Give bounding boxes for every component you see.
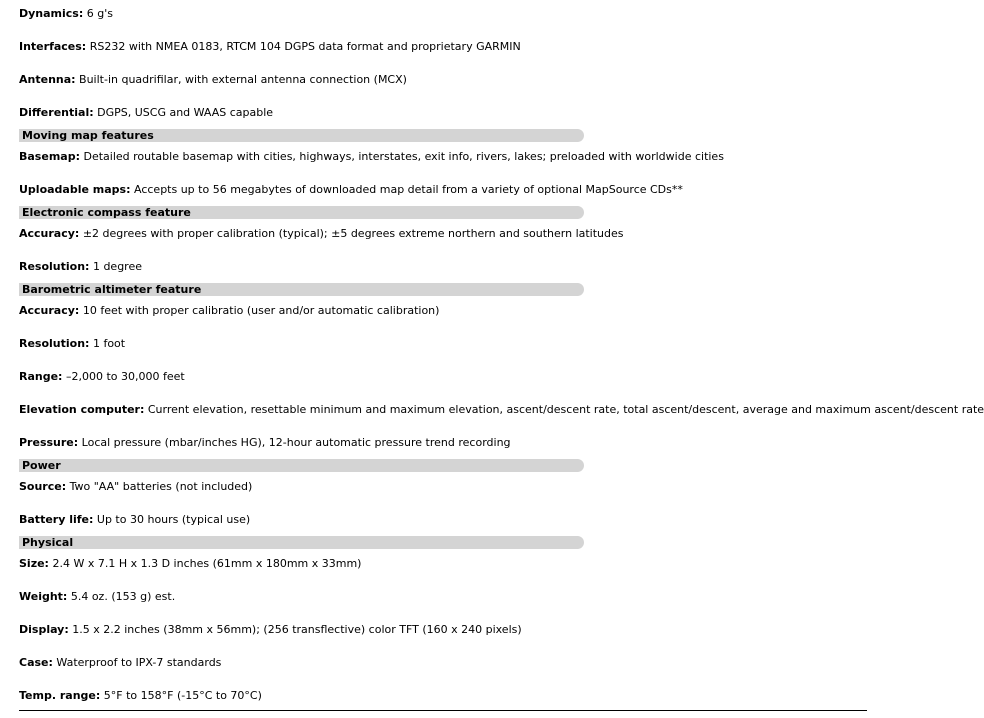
spec-label: Interfaces: [19,40,87,53]
spec-row-pressure [19,436,511,450]
spec-label: Elevation computer: [19,403,145,416]
spec-row-differential [19,106,273,120]
section-header-physical: Physical [19,536,584,549]
spec-label: Source: [19,480,67,493]
spec-row-display [19,623,522,637]
spec-row-interfaces [19,40,521,54]
spec-row-temp-range [19,689,262,703]
spec-value: 1 foot [89,337,126,350]
spec-label: Display: [19,623,69,636]
spec-label: Pressure: [19,436,79,449]
spec-row-basemap [19,150,724,164]
spec-value: 1.5 x 2.2 inches (38mm x 56mm); (256 transflective) color TFT (160 x 240 pixels) [68,623,522,636]
spec-value: RS232 with NMEA 0183, RTCM 104 DGPS data format and proprietary GARMIN [86,40,521,53]
spec-value: ±2 degrees with proper calibration (typical); ±5 degrees extreme northern and southern latitudes [79,227,624,240]
spec-row-source [19,480,252,494]
spec-value: Up to 30 hours (typical use) [93,513,251,526]
spec-label: Dynamics: [19,7,84,20]
spec-row-altimeter-resolution [19,337,125,351]
spec-label: Temp. range: [19,689,101,702]
spec-row-compass-resolution [19,260,142,274]
spec-label: Differential: [19,106,94,119]
spec-value: Two "AA" batteries (not included) [66,480,253,493]
spec-label: Case: [19,656,53,669]
spec-value: Local pressure (mbar/inches HG), 12-hour automatic pressure trend recording [78,436,511,449]
spec-value: 5.4 oz. (153 g) est. [67,590,176,603]
spec-label: Resolution: [19,337,90,350]
spec-label: Range: [19,370,63,383]
spec-label: Basemap: [19,150,80,163]
spec-value: Waterproof to IPX-7 standards [52,656,222,669]
spec-row-altimeter-accuracy [19,304,439,318]
spec-row-uploadable-maps [19,183,683,197]
section-header-power: Power [19,459,584,472]
section-header-altimeter: Barometric altimeter feature [19,283,584,296]
spec-row-range [19,370,185,384]
spec-row-elevation-computer [19,403,984,417]
spec-row-battery-life [19,513,250,527]
spec-value: Current elevation, resettable minimum and maximum elevation, ascent/descent rate, total ascent/descent, average and maximum ascent/descent rate [144,403,984,416]
section-header-compass: Electronic compass feature [19,206,584,219]
spec-value: DGPS, USCG and WAAS capable [93,106,274,119]
spec-label: Antenna: [19,73,76,86]
spec-value: 6 g's [83,7,113,20]
spec-value: 10 feet with proper calibratio (user and/or automatic calibration) [79,304,440,317]
bottom-divider [19,710,867,711]
spec-label: Resolution: [19,260,90,273]
spec-row-antenna [19,73,407,87]
section-header-moving-map: Moving map features [19,129,584,142]
spec-value: –2,000 to 30,000 feet [62,370,185,383]
spec-row-size [19,557,361,571]
spec-value: 2.4 W x 7.1 H x 1.3 D inches (61mm x 180mm x 33mm) [48,557,362,570]
spec-label: Accuracy: [19,227,80,240]
spec-label: Accuracy: [19,304,80,317]
spec-value: 1 degree [89,260,142,273]
spec-label: Size: [19,557,49,570]
spec-label: Battery life: [19,513,94,526]
spec-row-compass-accuracy [19,227,624,241]
spec-row-weight [19,590,175,604]
spec-value: 5°F to 158°F (-15°C to 70°C) [100,689,262,702]
spec-label: Weight: [19,590,68,603]
spec-value: Accepts up to 56 megabytes of downloaded map detail from a variety of optional MapSource CDs** [130,183,683,196]
spec-value: Detailed routable basemap with cities, highways, interstates, exit info, rivers, lakes; preloaded with worldwide cities [79,150,724,163]
spec-label: Uploadable maps: [19,183,131,196]
spec-row-dynamics [19,7,113,21]
spec-value: Built-in quadrifilar, with external antenna connection (MCX) [75,73,407,86]
spec-row-case [19,656,221,670]
